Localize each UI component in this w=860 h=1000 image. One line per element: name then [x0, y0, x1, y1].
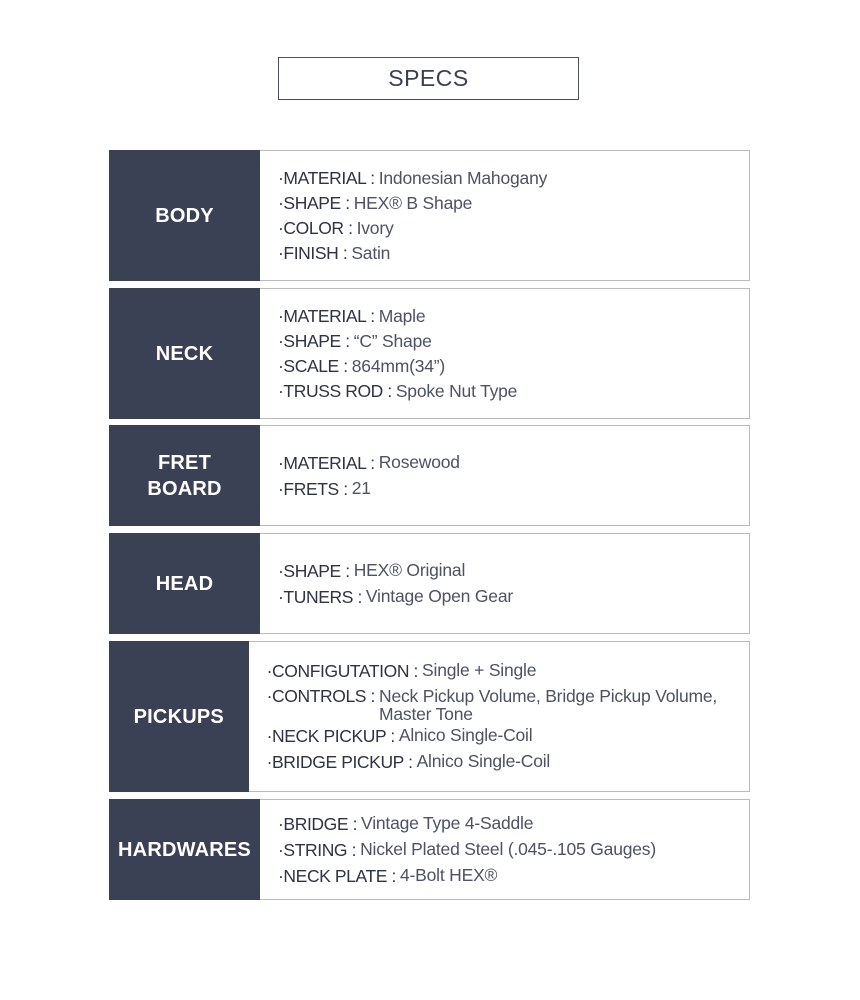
spec-key: ·SCALE :	[278, 355, 348, 376]
spec-item	[278, 379, 739, 404]
spec-key: ·STRING :	[278, 839, 357, 860]
spec-value: Ivory	[356, 217, 394, 238]
spec-section-neck	[109, 288, 750, 419]
spec-value: Spoke Nut Type	[395, 380, 518, 401]
spec-section-body	[109, 150, 750, 281]
spec-value: Indonesian Mahogany	[378, 167, 548, 188]
section-label	[109, 288, 260, 419]
section-specs	[260, 288, 750, 419]
spec-value: Vintage Open Gear	[365, 585, 513, 606]
spec-key: ·TUNERS :	[278, 586, 362, 607]
spec-value: Maple	[378, 305, 426, 326]
spec-key: ·BRIDGE :	[278, 813, 358, 834]
spec-value: Single + Single	[422, 660, 537, 680]
spec-item	[267, 684, 739, 723]
section-label-line: BODY	[155, 204, 214, 227]
spec-value: Rosewood	[378, 451, 460, 472]
section-label	[109, 799, 260, 900]
spec-value: Nickel Plated Steel (.045-.105 Gauges)	[360, 838, 656, 859]
section-specs	[260, 799, 750, 900]
spec-value: HEX® B Shape	[353, 192, 473, 213]
spec-value: Vintage Type 4-Saddle	[361, 812, 534, 833]
section-specs	[249, 641, 750, 792]
section-label	[109, 641, 249, 792]
spec-key: ·TRUSS ROD :	[278, 380, 392, 401]
spec-key: ·FINISH :	[278, 242, 348, 263]
spec-item	[278, 241, 739, 266]
spec-key: ·SHAPE :	[278, 330, 350, 351]
spec-key: ·SHAPE :	[278, 192, 350, 213]
section-label-line: FRET	[157, 451, 212, 474]
spec-key: ·NECK PICKUP :	[266, 726, 395, 746]
specs-title: SPECS	[278, 57, 579, 100]
spec-key: ·MATERIAL :	[278, 452, 375, 473]
spec-value: Alnico Single-Coil	[398, 725, 533, 745]
spec-key: ·SHAPE :	[278, 560, 350, 581]
spec-value: Alnico Single-Coil	[416, 751, 551, 771]
spec-key: ·FRETS :	[278, 478, 348, 499]
spec-item	[278, 191, 739, 216]
spec-value: HEX® Original	[353, 559, 466, 580]
spec-item	[278, 558, 739, 584]
spec-key: ·BRIDGE PICKUP :	[266, 752, 413, 772]
spec-item	[278, 166, 739, 191]
section-specs	[260, 533, 750, 634]
section-label	[109, 150, 260, 281]
spec-item	[278, 354, 739, 379]
section-label-line: NECK	[155, 342, 214, 365]
spec-section-head	[109, 533, 750, 634]
spec-item	[267, 723, 739, 749]
section-label-line: PICKUPS	[133, 705, 224, 728]
spec-key: ·CONFIGUTATION :	[266, 661, 419, 681]
spec-item	[267, 749, 739, 775]
spec-item	[267, 658, 739, 684]
section-label-line: HARDWARES	[118, 838, 251, 861]
spec-item	[278, 811, 739, 837]
spec-item	[278, 837, 739, 863]
spec-item	[278, 304, 739, 329]
spec-value: “C” Shape	[353, 330, 432, 351]
spec-key: ·MATERIAL :	[278, 305, 375, 326]
spec-value: 864mm(34”)	[351, 355, 446, 376]
spec-key: ·MATERIAL :	[278, 167, 375, 188]
spec-item	[278, 476, 739, 502]
section-label-line: BOARD	[147, 477, 222, 500]
spec-item	[278, 584, 739, 610]
section-label	[109, 533, 260, 634]
section-label-line: HEAD	[155, 572, 214, 595]
spec-key: ·CONTROLS :	[266, 686, 375, 706]
spec-item	[278, 450, 739, 476]
spec-key: ·NECK PLATE :	[278, 865, 396, 886]
spec-item	[278, 329, 739, 354]
section-specs	[260, 425, 750, 526]
spec-item	[278, 216, 739, 241]
spec-value: Neck Pickup Volume, Bridge Pickup Volume, Master Tone	[379, 686, 718, 724]
section-label	[109, 425, 260, 526]
spec-section-pickups	[109, 641, 750, 792]
section-specs	[260, 150, 750, 281]
spec-item	[278, 863, 739, 889]
spec-key: ·COLOR :	[278, 217, 353, 238]
spec-value: 21	[351, 477, 371, 498]
spec-value: 4-Bolt HEX®	[399, 864, 498, 885]
spec-section-fretboard	[109, 425, 750, 526]
spec-section-hardwares	[109, 799, 750, 900]
spec-value: Satin	[351, 242, 391, 263]
